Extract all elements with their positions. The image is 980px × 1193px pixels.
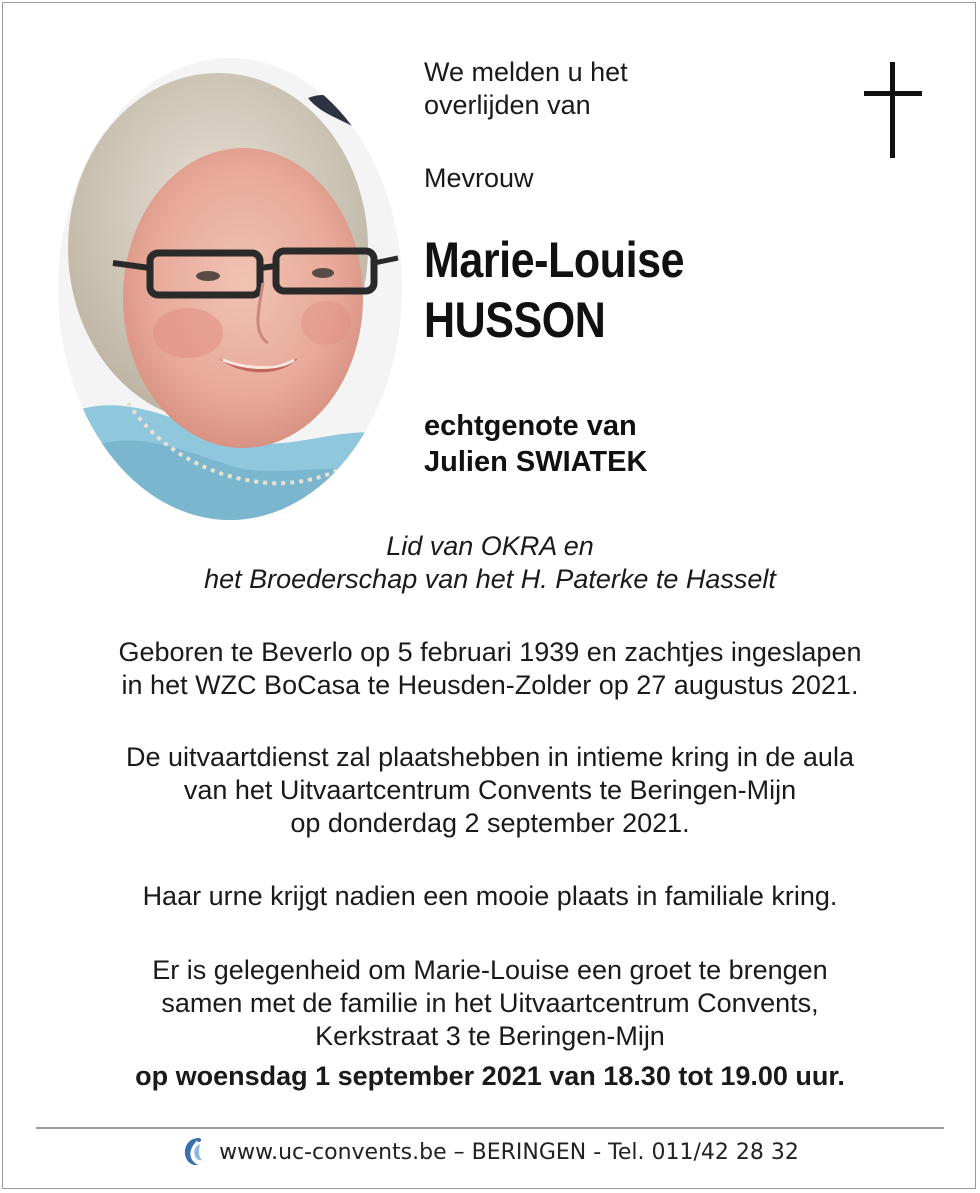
visit-line-1: Er is gelegenheid om Marie-Louise een groet te brengen	[152, 955, 828, 985]
visitation-time: op woensdag 1 september 2021 van 18.30 tot 19.00 uur.	[135, 1061, 845, 1091]
birth-death-text	[0, 636, 980, 702]
spouse-label: echtgenote van	[424, 410, 637, 442]
footer-contact: www.uc-convents.be – BERINGEN - Tel. 011/42 28 32	[219, 1139, 799, 1165]
announcement-intro	[424, 56, 628, 122]
funeral-line-3: op donderdag 2 september 2021.	[290, 808, 690, 838]
visit-line-2: samen met de familie in het Uitvaartcentrum Convents,	[161, 988, 819, 1018]
footer-divider	[36, 1127, 944, 1129]
membership-line-1: Lid van OKRA en	[386, 531, 594, 561]
funeral-home-logo-icon	[181, 1135, 207, 1169]
first-name: Marie-Louise	[424, 232, 685, 288]
funeral-text	[0, 741, 980, 840]
deceased-name	[424, 230, 684, 350]
visitation-text	[0, 954, 980, 1053]
urn-line-1: Haar urne krijgt nadien een mooie plaats in familiale kring.	[142, 881, 838, 911]
footer	[0, 1134, 980, 1170]
last-name: HUSSON	[424, 292, 606, 348]
portrait-photo	[58, 58, 402, 520]
funeral-line-2: van het Uitvaartcentrum Convents te Beringen-Mijn	[183, 775, 797, 805]
intro-line-2: overlijden van	[424, 90, 591, 120]
salutation: Mevrouw	[424, 163, 534, 193]
urn-text	[0, 880, 980, 913]
birth-line-1: Geboren te Beverlo op 5 februari 1939 en zachtjes ingeslapen	[118, 637, 862, 667]
birth-line-2: in het WZC BoCasa te Heusden-Zolder op 27 augustus 2021.	[121, 670, 859, 700]
membership-line-2: het Broederschap van het H. Paterke te Hasselt	[204, 564, 776, 594]
intro-line-1: We melden u het	[424, 57, 628, 87]
funeral-line-1: De uitvaartdienst zal plaatshebben in intieme kring in de aula	[126, 742, 854, 772]
membership-text	[0, 530, 980, 596]
cross-icon	[864, 62, 922, 158]
visit-line-3: Kerkstraat 3 te Beringen-Mijn	[315, 1021, 665, 1051]
spouse-info	[424, 408, 647, 480]
spouse-name: Julien SWIATEK	[424, 446, 648, 478]
